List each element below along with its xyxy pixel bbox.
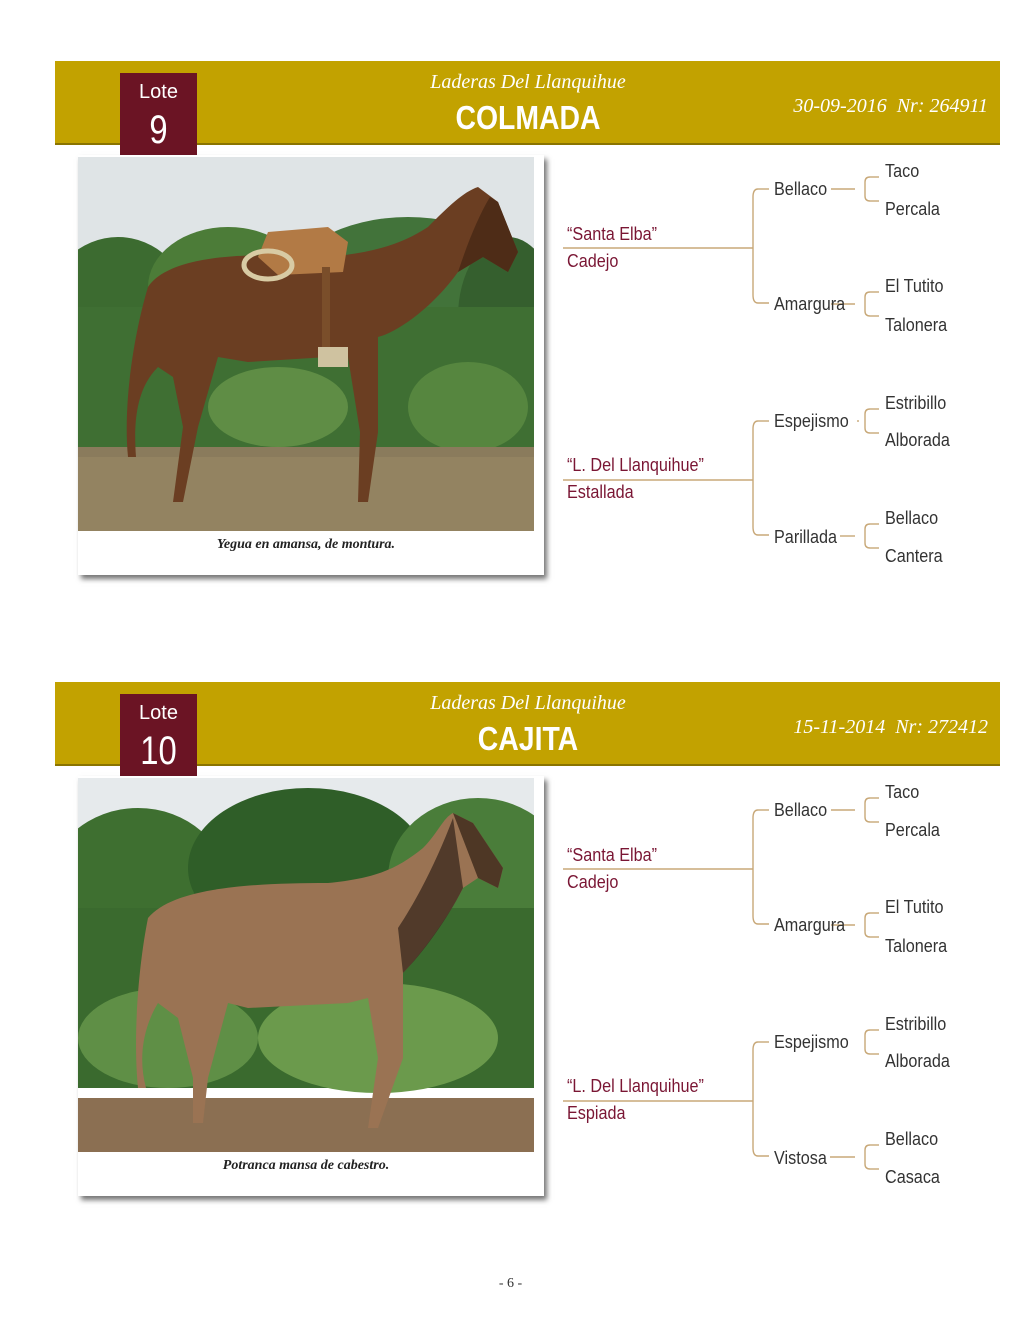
farm-name: Laderas Del Llanquihue <box>430 692 626 714</box>
pedigree-grandparent: Bellaco <box>774 800 828 820</box>
pedigree-grandparent: Vistosa <box>774 1148 827 1168</box>
pedigree-grandparent: Parillada <box>774 527 838 547</box>
lote-badge <box>120 73 197 167</box>
pedigree-tree <box>555 145 1015 585</box>
photo-caption: Yegua en amansa, de montura. <box>216 537 396 552</box>
lote-number: 9 <box>149 108 168 152</box>
lote-label: Lote <box>139 702 178 724</box>
pedigree-sire: “L. Del Llanquihue” <box>567 1076 704 1096</box>
pedigree-great-grandparent: Talonera <box>885 315 948 335</box>
lote-number: 10 <box>140 729 177 773</box>
birth-date-registry: 15-11-2014 Nr: 272412 <box>793 716 988 738</box>
pedigree-great-grandparent: Percala <box>885 199 940 219</box>
horse-name: COLMADA <box>455 99 601 136</box>
pedigree-great-grandparent: Talonera <box>885 936 948 956</box>
photo-card <box>78 155 544 575</box>
pedigree-grandparent: Amargura <box>774 294 846 314</box>
pedigree-sire: “Santa Elba” <box>567 224 658 244</box>
horse-name: CAJITA <box>477 720 579 757</box>
lote-label: Lote <box>139 81 178 103</box>
pedigree-great-grandparent: Casaca <box>885 1167 940 1187</box>
page-number: - 6 - <box>498 1276 523 1291</box>
photo-caption: Potranca mansa de cabestro. <box>222 1158 390 1173</box>
pedigree-great-grandparent: Bellaco <box>885 1129 939 1149</box>
pedigree-great-grandparent: Alborada <box>885 430 950 450</box>
pedigree-dam: Estallada <box>567 482 634 502</box>
lote-badge <box>120 694 197 788</box>
pedigree-grandparent: Espejismo <box>774 1032 849 1052</box>
pedigree-great-grandparent: Percala <box>885 820 940 840</box>
pedigree-sire: “L. Del Llanquihue” <box>567 455 704 475</box>
pedigree-great-grandparent: Estribillo <box>885 1014 947 1034</box>
pedigree-great-grandparent: Cantera <box>885 546 943 566</box>
lot-card-9 <box>0 61 1021 621</box>
pedigree-great-grandparent: Taco <box>885 782 920 802</box>
farm-name: Laderas Del Llanquihue <box>430 71 626 93</box>
pedigree-great-grandparent: Bellaco <box>885 508 939 528</box>
pedigree-dam: Cadejo <box>567 251 619 271</box>
pedigree-sire: “Santa Elba” <box>567 845 658 865</box>
pedigree-grandparent: Bellaco <box>774 179 828 199</box>
horse-photo <box>78 778 534 1152</box>
pedigree-great-grandparent: Taco <box>885 161 920 181</box>
pedigree-great-grandparent: El Tutito <box>885 276 944 296</box>
pedigree-dam: Cadejo <box>567 872 619 892</box>
pedigree-great-grandparent: Alborada <box>885 1051 950 1071</box>
pedigree-grandparent: Amargura <box>774 915 846 935</box>
pedigree-lines <box>555 145 1015 585</box>
birth-date-registry: 30-09-2016 Nr: 264911 <box>793 95 988 117</box>
pedigree-tree <box>555 766 1015 1206</box>
horse-photo <box>78 157 534 531</box>
pedigree-dam: Espiada <box>567 1103 626 1123</box>
pedigree-great-grandparent: Estribillo <box>885 393 947 413</box>
pedigree-grandparent: Espejismo <box>774 411 849 431</box>
lot-card-10 <box>0 682 1021 1242</box>
photo-card <box>78 776 544 1196</box>
pedigree-great-grandparent: El Tutito <box>885 897 944 917</box>
pedigree-lines <box>555 766 1015 1206</box>
